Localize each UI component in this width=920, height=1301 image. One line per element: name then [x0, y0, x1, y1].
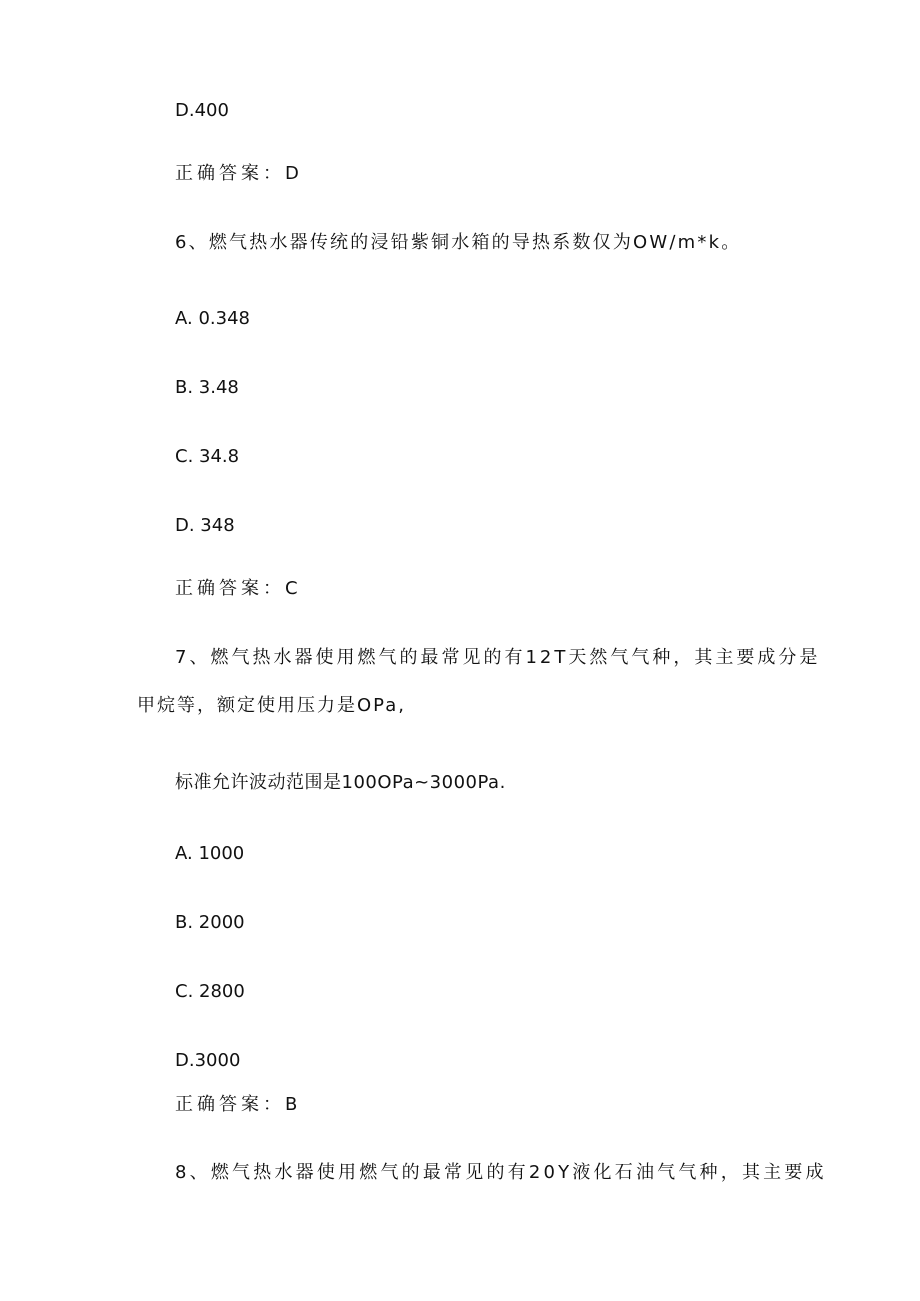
option-d-q7: D.3000: [175, 1050, 241, 1071]
option-c-q7: C. 2800: [175, 981, 245, 1002]
question-7-line-2: 甲烷等，额定使用压力是OPa,: [137, 695, 406, 716]
question-7-line-3: 标准允许波动范围是100OPa~3000Pa.: [175, 772, 506, 793]
option-c-q6: C. 34.8: [175, 446, 240, 467]
answer-q5: 正确答案：D: [175, 163, 303, 184]
question-8-line-1: 8、燃气热水器使用燃气的最常见的有20Y液化石油气气种，其主要成: [175, 1162, 827, 1183]
option-d-q5: D.400: [175, 100, 229, 121]
option-d-q6: D. 348: [175, 515, 235, 536]
option-b-q7: B. 2000: [175, 912, 245, 933]
answer-q7: 正确答案：B: [175, 1094, 302, 1115]
question-6: 6、燃气热水器传统的浸铅紫铜水箱的导热系数仅为OW∕m*k。: [175, 232, 742, 253]
question-7-line-1: 7、燃气热水器使用燃气的最常见的有12T天然气气种，其主要成分是: [175, 647, 821, 668]
option-a-q6: A. 0.348: [175, 308, 250, 329]
answer-q6: 正确答案：C: [175, 578, 302, 599]
option-b-q6: B. 3.48: [175, 377, 239, 398]
option-a-q7: A. 1000: [175, 843, 245, 864]
